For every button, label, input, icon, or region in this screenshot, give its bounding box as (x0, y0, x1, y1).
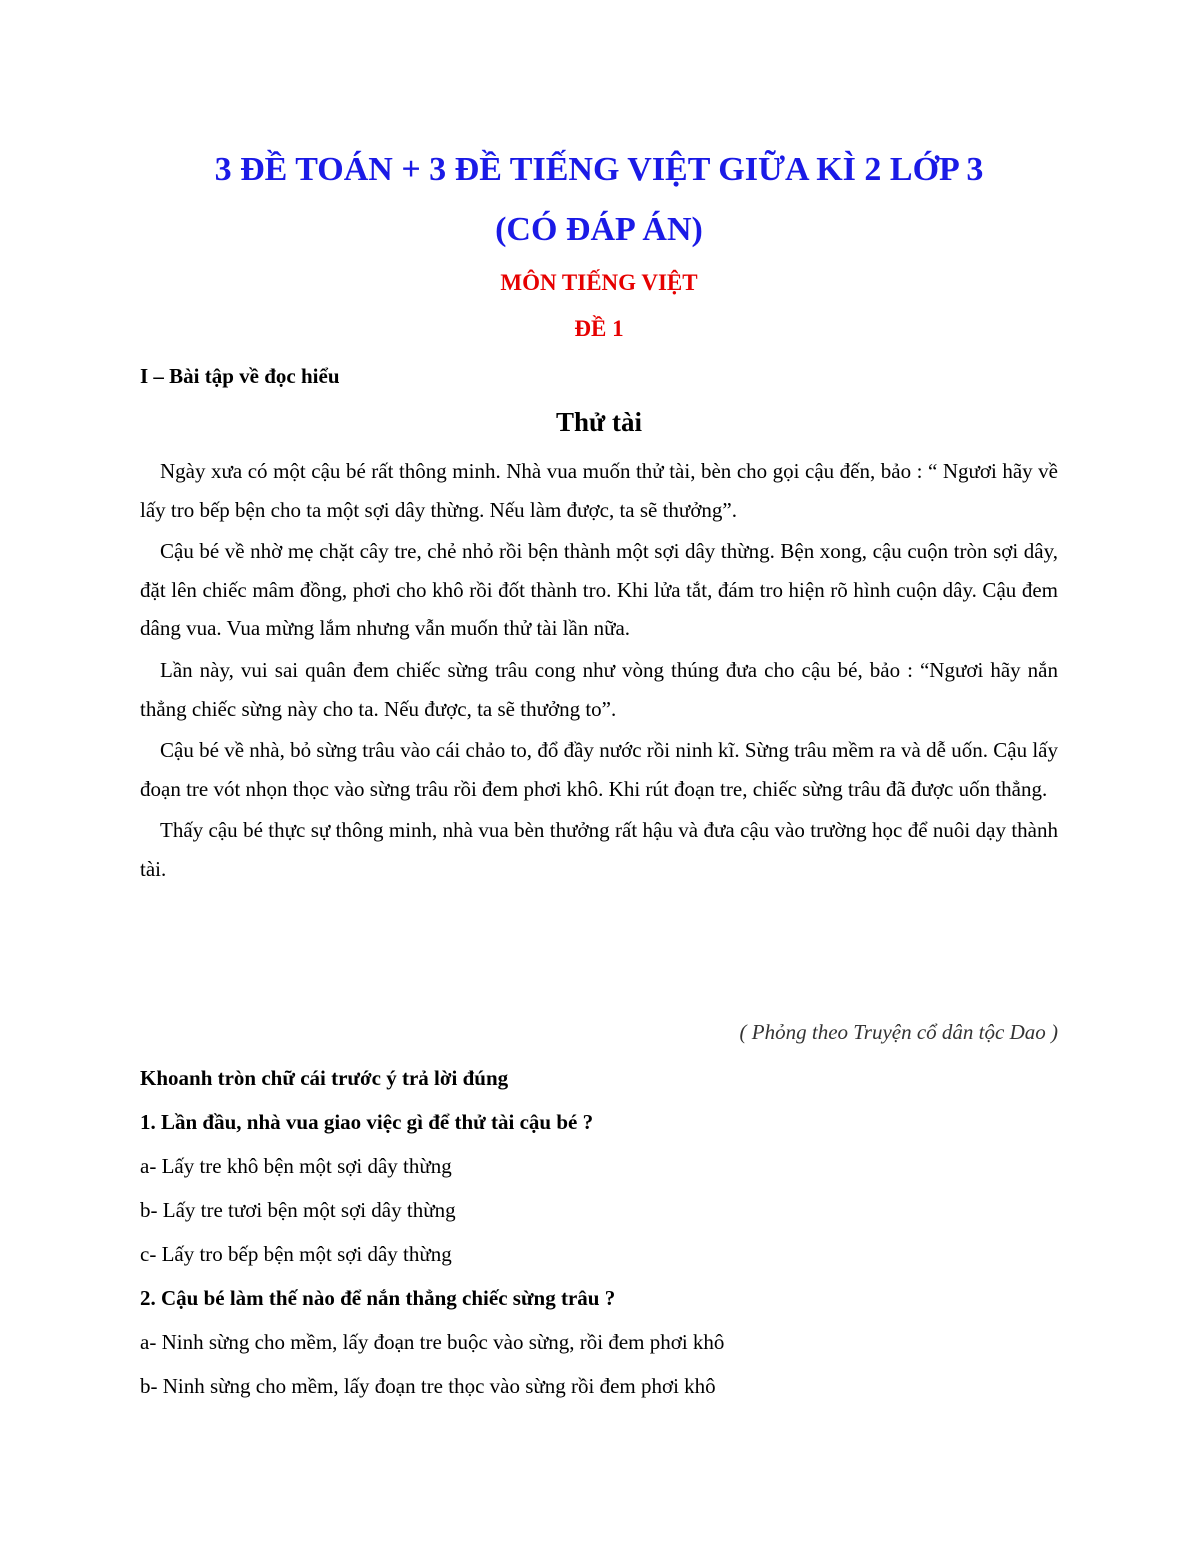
question-2: 2. Cậu bé làm thế nào để nắn thẳng chiếc sừng trâu ? (140, 1286, 616, 1310)
question-1-option-b: b- Lấy tre tươi bện một sợi dây thừng (140, 1198, 456, 1222)
story-body (140, 452, 1058, 892)
story-paragraph-2: Cậu bé về nhờ mẹ chặt cây tre, chẻ nhỏ rồi bện thành một sợi dây thừng. Bện xong, cậu cuộn tròn sợi dây, đặt lên chiếc mâm đồng, phơi cho khô rồi đốt thành tro. Khi lửa tắt, đám tro hiện rõ hình cuộn dây. Cậu đem dâng vua. Vua mừng lắm nhưng vẫn muốn thử tài lần nữa. (140, 539, 1058, 641)
story-source: ( Phỏng theo Truyện cổ dân tộc Dao ) (739, 1020, 1058, 1044)
story-paragraph-3: Lần này, vui sai quân đem chiếc sừng trâu cong như vòng thúng đưa cho cậu bé, bảo : “Ngươi hãy nắn thẳng chiếc sừng này cho ta. Nếu được, ta sẽ thưởng to”. (140, 657, 1058, 721)
story-paragraph-4: Cậu bé về nhà, bỏ sừng trâu vào cái chảo to, đổ đầy nước rồi ninh kĩ. Sừng trâu mềm ra và dễ uốn. Cậu lấy đoạn tre vót nhọn thọc vào sừng trâu rồi đem phơi khô. Khi rút đoạn tre, chiếc sừng trâu đã được uốn thẳng. (140, 738, 1058, 801)
question-1-option-c: c- Lấy tro bếp bện một sợi dây thừng (140, 1242, 452, 1266)
story-paragraph-5: Thấy cậu bé thực sự thông minh, nhà vua bèn thưởng rất hậu và đưa cậu vào trường học để nuôi dạy thành tài. (140, 818, 1058, 881)
document-title-line-2: (CÓ ĐÁP ÁN) (495, 211, 703, 248)
section-heading: I – Bài tập về đọc hiểu (140, 364, 340, 388)
document-title-line-1: 3 ĐỀ TOÁN + 3 ĐỀ TIẾNG VIỆT GIỮA KÌ 2 LỚP 3 (214, 151, 984, 188)
exam-number: ĐỀ 1 (574, 316, 624, 341)
question-2-option-a: a- Ninh sừng cho mềm, lấy đoạn tre buộc vào sừng, rồi đem phơi khô (140, 1330, 725, 1354)
story-title: Thử tài (556, 407, 642, 437)
subject-heading: MÔN TIẾNG VIỆT (500, 270, 698, 295)
story-paragraph-1: Ngày xưa có một cậu bé rất thông minh. Nhà vua muốn thử tài, bèn cho gọi cậu đến, bảo : “ Ngươi hãy về lấy tro bếp bện cho ta một sợi dây thừng. Nếu làm được, ta sẽ thưởng”. (140, 459, 1058, 522)
questions-block (140, 1060, 1058, 1412)
question-1: 1. Lần đầu, nhà vua giao việc gì để thử tài cậu bé ? (140, 1110, 594, 1134)
question-1-option-a: a- Lấy tre khô bện một sợi dây thừng (140, 1154, 452, 1178)
questions-instruction: Khoanh tròn chữ cái trước ý trả lời đúng (140, 1066, 509, 1090)
question-2-option-b: b- Ninh sừng cho mềm, lấy đoạn tre thọc vào sừng rồi đem phơi khô (140, 1374, 716, 1398)
